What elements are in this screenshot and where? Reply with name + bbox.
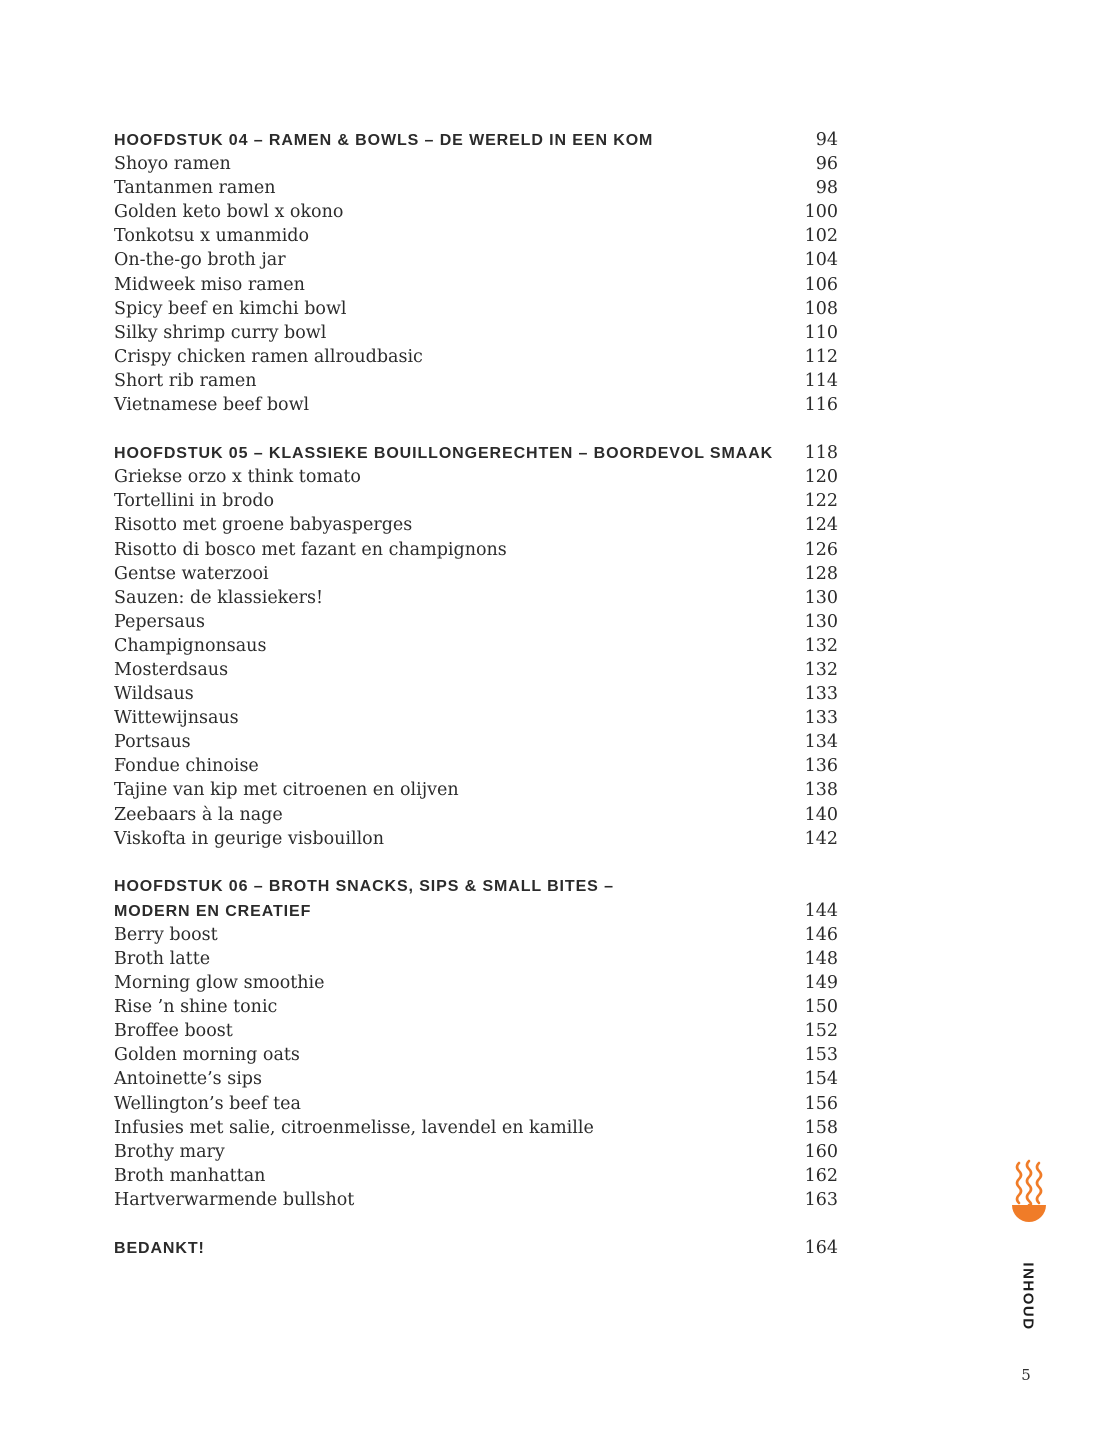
page-ref: 118 [804, 443, 838, 464]
toc-entry [114, 682, 838, 706]
chapter-title: HOOFDSTUK 06 – BROTH SNACKS, SIPS & SMALL BITES – [114, 877, 614, 895]
entry-title: Wittewijnsaus [114, 708, 239, 729]
page-ref: 154 [804, 1069, 838, 1090]
page-ref: 132 [804, 635, 838, 656]
page-ref: 158 [804, 1117, 838, 1138]
chapter-title: BEDANKT! [114, 1240, 205, 1258]
page-ref: 162 [804, 1165, 838, 1186]
chapter-title: MODERN EN CREATIEF [114, 902, 312, 920]
entry-title: Mosterdsaus [114, 659, 229, 680]
toc-entry [114, 827, 838, 851]
side-label-text: INHOUD [1019, 1261, 1037, 1331]
toc-entry [114, 586, 838, 610]
entry-title: Fondue chinoise [114, 756, 259, 777]
toc-entry [114, 248, 838, 272]
entry-title: Sauzen: de klassiekers! [114, 587, 324, 608]
chapter-title: HOOFDSTUK 04 – RAMEN & BOWLS – DE WERELD IN EEN KOM [114, 132, 654, 149]
page-ref: 130 [804, 587, 838, 608]
entry-title: Midweek miso ramen [114, 274, 305, 295]
toc-entry [114, 1067, 838, 1091]
page-ref: 164 [804, 1238, 838, 1259]
entry-title: Pepersaus [114, 611, 205, 632]
chapter-heading [114, 899, 838, 923]
toc-entry [114, 658, 838, 682]
page-ref: 150 [804, 997, 838, 1018]
page-ref: 94 [815, 130, 838, 150]
toc-entry [114, 1043, 838, 1067]
page-ref: 112 [804, 346, 838, 367]
page-ref: 133 [804, 684, 838, 705]
entry-title: Crispy chicken ramen allroudbasic [114, 346, 423, 367]
chapter-title: HOOFDSTUK 05 – KLASSIEKE BOUILLONGERECHTEN – BOORDEVOL SMAAK [114, 445, 774, 463]
toc-entry [114, 1164, 838, 1188]
entry-title: Golden morning oats [114, 1045, 300, 1066]
entry-title: Portsaus [114, 732, 191, 753]
toc-section [114, 1236, 838, 1260]
toc-section [114, 128, 838, 417]
entry-title: Viskofta in geurige visbouillon [114, 828, 384, 849]
toc-entry [114, 1140, 838, 1164]
toc-entry [114, 1188, 838, 1212]
section-side-label [1010, 1261, 1046, 1331]
toc-entry [114, 369, 838, 393]
entry-title: Rise ’n shine tonic [114, 997, 278, 1018]
entry-title: Brothy mary [114, 1141, 225, 1162]
entry-title: Vietnamese beef bowl [114, 395, 310, 416]
page-ref: 120 [804, 467, 838, 488]
chapter-heading [114, 128, 838, 152]
toc-entry [114, 393, 838, 417]
page-ref: 124 [804, 515, 838, 536]
entry-title: Griekse orzo x think tomato [114, 467, 361, 488]
page-number: 5 [1021, 1366, 1031, 1384]
page-ref: 122 [804, 491, 838, 512]
toc-entry [114, 706, 838, 730]
entry-title: Hartverwarmende bullshot [114, 1189, 355, 1210]
page-ref: 102 [804, 226, 838, 247]
page-ref: 110 [804, 322, 838, 343]
page-ref: 148 [804, 949, 838, 969]
toc-entry [114, 995, 838, 1019]
toc-entry [114, 778, 838, 802]
page-ref: 160 [804, 1141, 838, 1162]
toc-entry [114, 923, 838, 947]
page-ref: 104 [804, 250, 838, 271]
entry-title: Short rib ramen [114, 370, 257, 391]
page-ref: 133 [804, 708, 838, 729]
page-ref: 126 [804, 539, 838, 560]
page-ref: 130 [804, 611, 838, 632]
chapter-heading [114, 875, 838, 899]
entry-title: Tonkotsu x umanmido [114, 226, 310, 247]
page-ref: 132 [804, 659, 838, 680]
page-ref: 114 [804, 370, 838, 391]
page-ref: 106 [804, 274, 838, 295]
page-ref: 163 [804, 1189, 838, 1210]
toc-entry [114, 562, 838, 586]
chapter-heading [114, 441, 838, 465]
toc-entry [114, 1116, 838, 1140]
toc-entry [114, 971, 838, 995]
page-ref: 116 [804, 395, 838, 416]
toc-entry [114, 273, 838, 297]
entry-title: Broth manhattan [114, 1165, 266, 1186]
entry-title: Tajine van kip met citroenen en olijven [114, 780, 459, 801]
page-ref: 96 [815, 154, 838, 175]
toc-entry [114, 224, 838, 248]
toc-entry [114, 803, 838, 827]
entry-title: Broth latte [114, 949, 211, 969]
toc-entry [114, 489, 838, 513]
toc-section [114, 875, 838, 1212]
page-ref: 128 [804, 563, 838, 584]
toc-entry [114, 634, 838, 658]
toc-entry [114, 947, 838, 971]
page-ref: 98 [815, 178, 838, 199]
page-ref: 149 [804, 973, 838, 994]
toc-entry [114, 297, 838, 321]
entry-title: Risotto di bosco met fazant en champignons [114, 539, 507, 560]
toc-entry [114, 345, 838, 369]
page-ref: 146 [804, 924, 838, 945]
page-ref: 136 [804, 756, 838, 777]
chapter-heading [114, 1236, 838, 1260]
entry-title: Zeebaars à la nage [114, 804, 283, 825]
entry-title: Spicy beef en kimchi bowl [114, 298, 347, 319]
page-ref: 153 [804, 1045, 838, 1066]
toc-entry [114, 538, 838, 562]
page-ref: 140 [804, 804, 838, 825]
entry-title: On-the-go broth jar [114, 250, 286, 271]
entry-title: Infusies met salie, citroenmelisse, lavendel en kamille [114, 1117, 594, 1138]
toc-entry [114, 754, 838, 778]
toc-entry [114, 513, 838, 537]
entry-title: Champignonsaus [114, 635, 267, 656]
entry-title: Risotto met groene babyasperges [114, 515, 413, 536]
entry-title: Wellington’s beef tea [114, 1093, 301, 1114]
page-ref: 156 [804, 1093, 838, 1114]
entry-title: Berry boost [114, 924, 218, 945]
entry-title: Tantanmen ramen [114, 178, 276, 199]
toc-entry [114, 610, 838, 634]
page-ref: 152 [804, 1021, 838, 1042]
entry-title: Shoyo ramen [114, 154, 231, 175]
table-of-contents [114, 128, 838, 1284]
entry-title: Tortellini in brodo [114, 491, 275, 512]
toc-entry [114, 200, 838, 224]
page-ref: 100 [804, 202, 838, 223]
toc-entry [114, 152, 838, 176]
toc-entry [114, 176, 838, 200]
page-ref: 134 [804, 732, 838, 753]
entry-title: Broffee boost [114, 1021, 233, 1042]
entry-title: Golden keto bowl x okono [114, 202, 344, 223]
noodle-bowl-icon [1010, 1158, 1048, 1226]
page-ref: 144 [804, 900, 838, 921]
entry-title: Silky shrimp curry bowl [114, 322, 327, 343]
entry-title: Antoinette’s sips [114, 1069, 262, 1090]
toc-entry [114, 465, 838, 489]
toc-entry [114, 321, 838, 345]
page-ref: 108 [804, 298, 838, 319]
page-ref: 142 [804, 828, 838, 849]
toc-entry [114, 1019, 838, 1043]
toc-entry [114, 1092, 838, 1116]
toc-section [114, 441, 838, 851]
page-ref: 138 [804, 780, 838, 801]
entry-title: Wildsaus [114, 684, 194, 705]
entry-title: Morning glow smoothie [114, 973, 325, 994]
toc-entry [114, 730, 838, 754]
entry-title: Gentse waterzooi [114, 563, 269, 584]
